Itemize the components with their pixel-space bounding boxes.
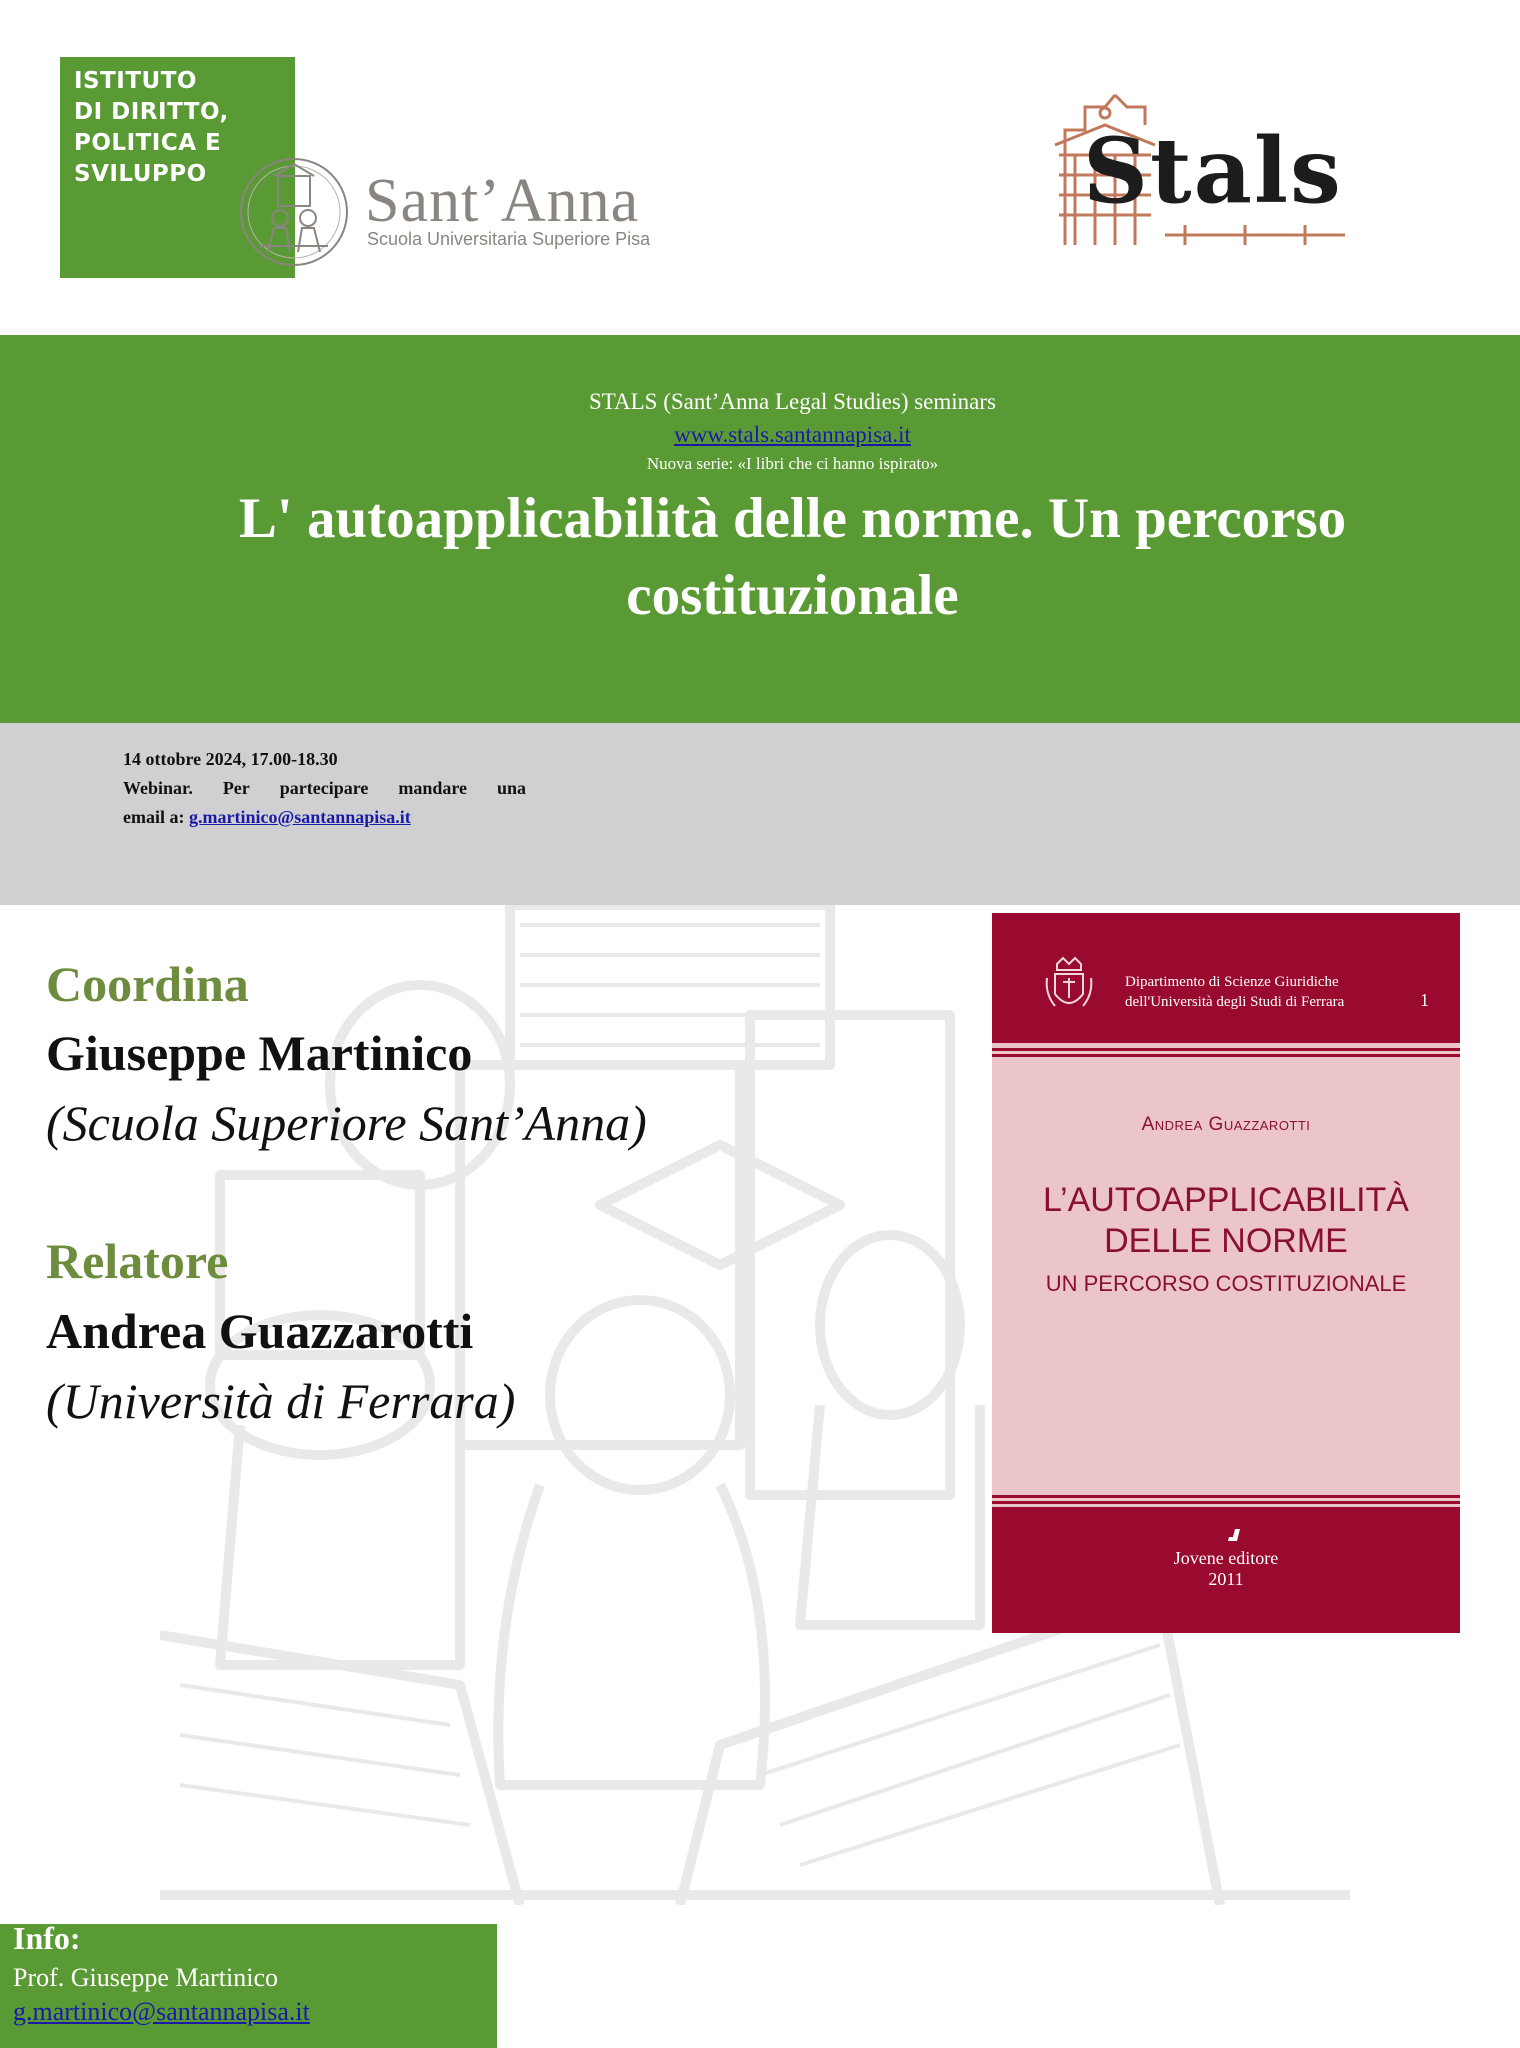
info-heading: Info: [13,1920,81,1956]
speaker-role-label: Relatore [46,1233,229,1289]
info-contact-name: Prof. Giuseppe Martinico [13,1963,279,1992]
book-department-line2: dell'Università degli Studi di Ferrara [1125,994,1345,1010]
book-department [1125,972,1344,1012]
event-email-line [123,803,526,832]
coordinator-affiliation: (Scuola Superiore Sant’Anna) [46,1095,647,1151]
seminar-title-line2: costituzionale [626,564,959,627]
event-email-link[interactable]: g.martinico@santannapisa.it [188,807,411,827]
book-volume-number: 1 [1420,990,1429,1010]
new-series-line: Nuova serie: «I libri che ci hanno ispirato» [646,454,939,473]
book-title [992,1180,1460,1262]
event-date-time: 14 ottobre 2024, 17.00-18.30 [123,749,338,769]
book-title-line2: DELLE NORME [1104,1222,1348,1260]
coordinator-name: Giuseppe Martinico [46,1025,473,1081]
event-word: partecipare [279,778,369,798]
seminar-title-line1: L' autoapplicabilità delle norme. Un percorso [238,487,1347,550]
stals-logo-text: Stals [1083,118,1343,224]
university-subtitle: Scuola Universitaria Superiore Pisa [367,229,651,249]
book-subtitle: UN PERCORSO COSTITUZIONALE [1045,1271,1407,1296]
event-word: Webinar. [123,778,193,798]
website-link-wrap [0,422,1520,448]
series-line: STALS (Sant’Anna Legal Studies) seminars [589,389,996,414]
event-word: Per [222,778,250,798]
santanna-seal-icon [238,156,350,268]
book-department-line1: Dipartimento di Scienze Giuridiche [1125,974,1339,990]
seminar-title [120,480,1465,634]
coordinator-role-label: Coordina [46,956,249,1012]
institute-label: ISTITUTO DI DIRITTO, POLITICA E SVILUPPO [74,68,229,187]
book-title-line1: L’AUTOAPPLICABILITÀ [1043,1181,1409,1219]
book-publisher: Jovene editore [1173,1548,1279,1568]
event-instructions [123,774,526,803]
info-contact-email-wrap [13,1997,310,2027]
book-publisher-block [992,1548,1460,1590]
website-link[interactable]: www.stals.santannapisa.it [674,422,911,447]
speaker-affiliation: (Università di Ferrara) [46,1373,516,1429]
info-contact-email-link[interactable]: g.martinico@santannapisa.it [13,1997,310,2026]
speaker-name: Andrea Guazzarotti [46,1303,474,1359]
event-details [123,745,526,832]
event-word: mandare [398,778,468,798]
book-year: 2011 [1208,1569,1244,1589]
university-crest-icon [1043,954,1095,1016]
publisher-logo-icon [1227,1527,1241,1543]
event-email-prefix: email a: [123,807,185,827]
event-word: una [496,778,526,798]
book-cover-rule [992,1501,1460,1504]
book-cover-rule [992,1048,1460,1051]
university-name: Sant’Anna [365,167,640,235]
book-cover-rule [992,1054,1460,1057]
book-cover-rule [992,1495,1460,1498]
book-author: Andrea Guazzarotti [1141,1114,1311,1135]
